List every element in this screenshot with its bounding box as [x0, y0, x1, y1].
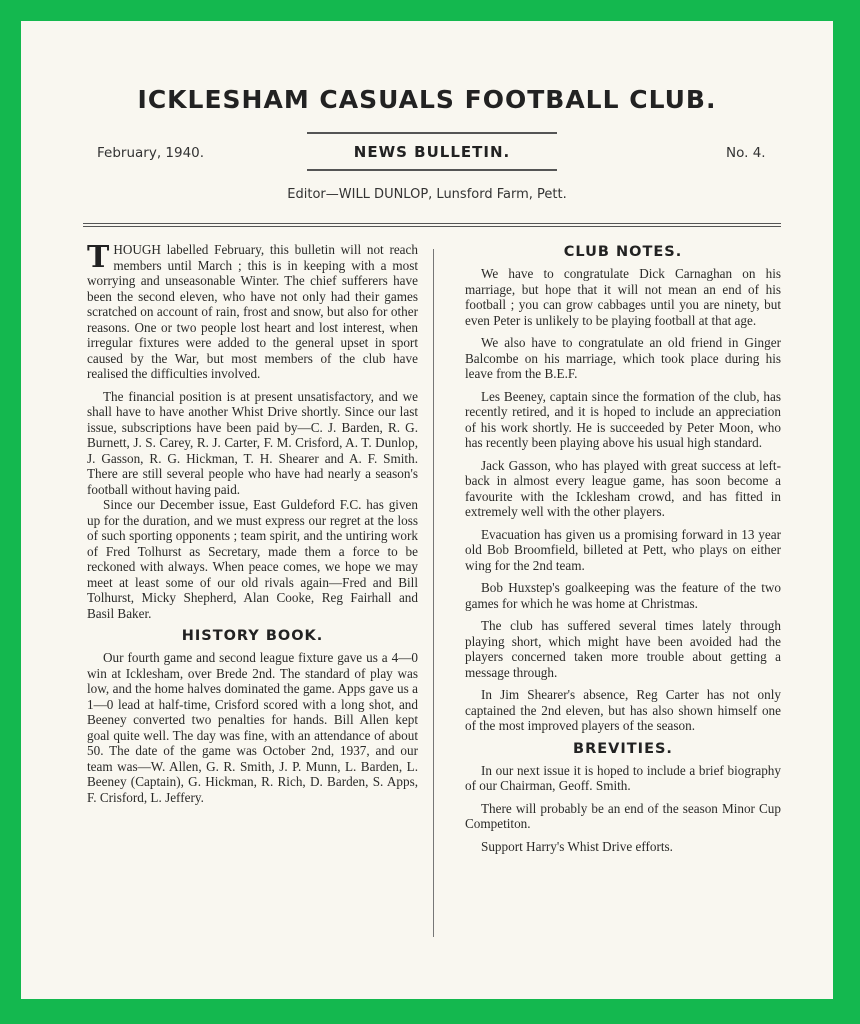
- news-bulletin-label: NEWS BULLETIN.: [353, 143, 511, 161]
- header-rule-bottom: [307, 169, 557, 171]
- club-note: Les Beeney, captain since the formation of the club, has recently retired, and it is hoped to include an appreciation of his work shortly. He is succeeded by Peter Moon, who has recently been playing above his usual high standard.: [465, 388, 781, 450]
- club-note: Evacuation has given us a promising forward in 13 year old Bob Broomfield, billeted at Pett, who plays on either wing for the 2nd team.: [465, 526, 781, 573]
- masthead-rule-double: [83, 226, 781, 227]
- bulletin-page: [21, 21, 833, 999]
- masthead-rule: [83, 223, 781, 224]
- brevity-item: In our next issue it is hoped to include a brief biography of our Chairman, Geoff. Smith.: [465, 762, 781, 793]
- editor-line: Editor—WILL DUNLOP, Lunsford Farm, Pett.: [287, 187, 567, 202]
- club-note: The club has suffered several times lately through playing short, which might have been avoided had the players concerned taken more trouble about getting a message through.: [465, 618, 781, 680]
- intro-paragraph-1: [87, 242, 418, 382]
- club-note: Jack Gasson, who has played with great success at left-back in almost every league game, has soon become a favourite with the Icklesham crowd, and has fitted in extremely well with the other players.: [465, 457, 781, 519]
- history-book-heading: HISTORY BOOK.: [181, 628, 324, 644]
- column-divider: [433, 249, 434, 937]
- drop-cap: T: [87, 240, 110, 275]
- intro-paragraph-3: Since our December issue, East Guldeford F.C. has given up for the duration, and we must express our regret at the loss of such sporting opponents ; team spirit, and the untiring work of Fred Tolhurst as Secretary, made them a force to be reckoned with always. When peace comes, we hope we may meet at least some of our old rivals again—Fred and Bill Tolhurst, Micky Shepherd, Alan Cooke, Reg Fairhall and Basil Baker.: [87, 497, 418, 621]
- header-rule-top: [307, 132, 557, 134]
- club-note: In Jim Shearer's absence, Reg Carter has not only captained the 2nd eleven, but has also shown himself one of the most improved players of the season.: [465, 687, 781, 733]
- right-column: [465, 242, 781, 861]
- club-title: ICKLESHAM CASUALS FOOTBALL CLUB.: [137, 85, 717, 114]
- club-note: We also have to congratulate an old friend in Ginger Balcombe on his marriage, which took place during his leave from the B.E.F.: [465, 335, 781, 381]
- left-column: [87, 242, 418, 812]
- issue-date: February, 1940.: [97, 145, 205, 161]
- club-note: Bob Huxstep's goalkeeping was the feature of the two games for which he was home at Christmas.: [465, 580, 781, 611]
- brevity-item: There will probably be an end of the season Minor Cup Competiton.: [465, 800, 781, 831]
- issue-number: No. 4.: [726, 145, 766, 161]
- intro-paragraph-1-text: HOUGH labelled February, this bulletin will not reach members until March ; this is in keeping with a most worrying and unseasonable Winter. The chief sufferers have been the second eleven, who have not only had their games scratched on account of rain, frost and snow, but also for other reasons. One or two people lost heart and lost interest, when irregular fixtures were added to the general upset in sport caused by the War, but most members of the club have realised the difficulties involved.: [87, 242, 418, 381]
- brevity-item: Support Harry's Whist Drive efforts.: [481, 838, 673, 854]
- history-paragraph: Our fourth game and second league fixture gave us a 4—0 win at Icklesham, over Brede 2nd. The standard of play was low, and the home halves dominated the game. Apps gave us a 1—0 lead at half-time, Crisford scored with a long shot, and Beeney converted two penalties for hands. Bill Allen kept goal quite well. The day was fine, with an attendance of about 50. The date of the game was October 2nd, 1937, and our team was—W. Allen, G. R. Smith, J. P. Munn, L. Barden, L. Beeney (Captain), G. Hickman, R. Rich, D. Barden, S. Apps, F. Crisford, L. Jeffery.: [87, 650, 418, 805]
- brevities-heading: BREVITIES.: [573, 740, 673, 757]
- intro-paragraph-2: The financial position is at present unsatisfactory, and we shall have to have another Whist Drive shortly. Since our last issue, subscriptions have been paid by—C. J. Barden, R. G. Burnett, J. S. Carey, R. J. Carter, F. M. Crisford, A. T. Dunlop, J. Gasson, R. G. Hickman, T. H. Shearer and A. F. Smith. There are still several people who have had nearly a season's football without having paid.: [87, 388, 418, 497]
- club-notes-heading: CLUB NOTES.: [563, 244, 683, 260]
- club-note: We have to congratulate Dick Carnaghan on his marriage, but hope that it will not mean an end of his football ; you can grow cabbages until you are ninety, but even Peter is unlikely to be playing football at that age.: [465, 266, 781, 328]
